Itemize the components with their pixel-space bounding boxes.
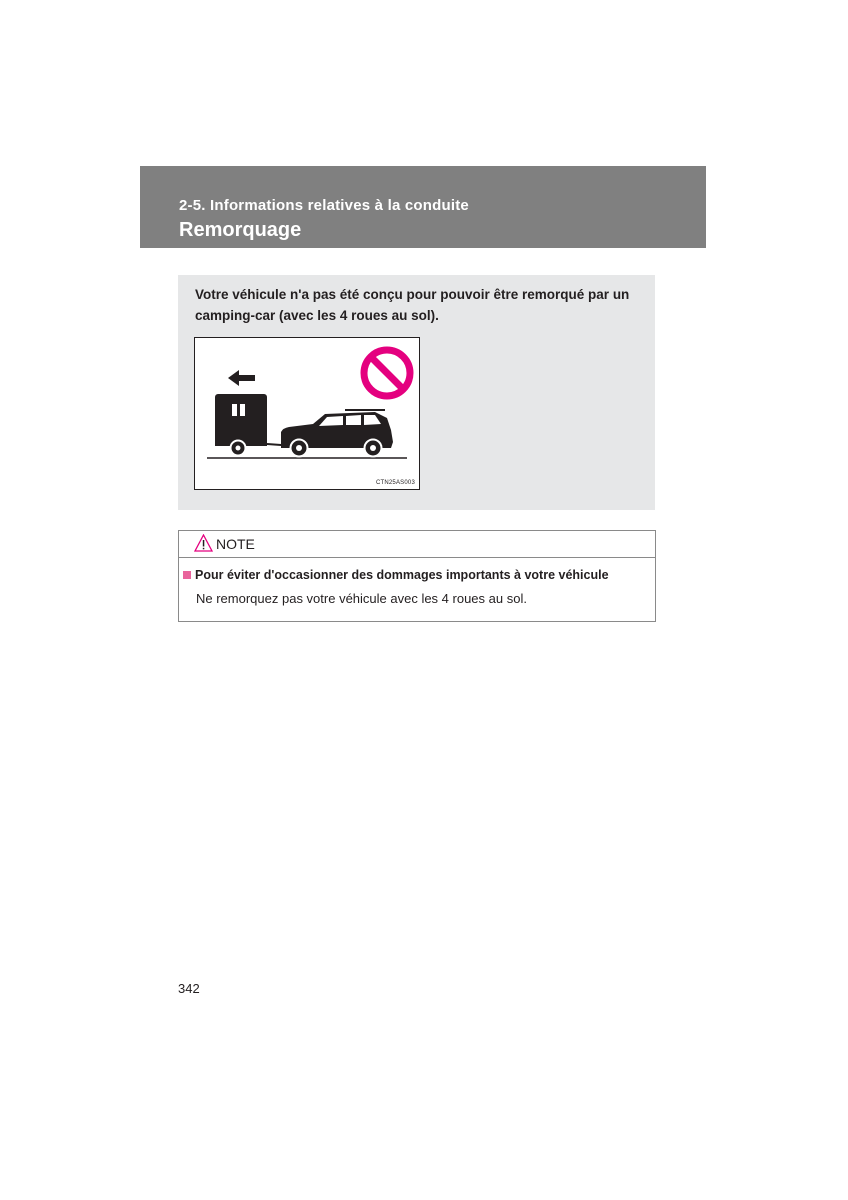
section-label: 2-5. Informations relatives à la conduite [179,197,469,214]
figure-code: CTN25AS003 [375,480,415,486]
note-heading: Pour éviter d'occasionner des dommages importants à votre véhicule [195,568,609,582]
page-title: Remorquage [179,219,302,241]
warning-triangle-icon [194,534,213,552]
info-box [178,275,655,510]
note-label: NOTE [216,536,255,552]
note-header [179,531,655,558]
bullet-square-icon [183,571,191,579]
section-header [140,166,706,248]
towing-scene-icon [195,338,421,491]
prohibition-icon [364,350,410,396]
left-arrow-icon [228,370,255,386]
page-number: 342 [178,981,200,996]
suv-icon [281,409,393,457]
note-box [178,530,656,622]
info-text: Votre véhicule n'a pas été conçu pour pouvoir être remorqué par un camping-car (avec les 4 roues au sol). [195,287,630,323]
note-body: Ne remorquez pas votre véhicule avec les 4 roues au sol. [196,591,527,606]
towing-illustration [194,337,420,490]
